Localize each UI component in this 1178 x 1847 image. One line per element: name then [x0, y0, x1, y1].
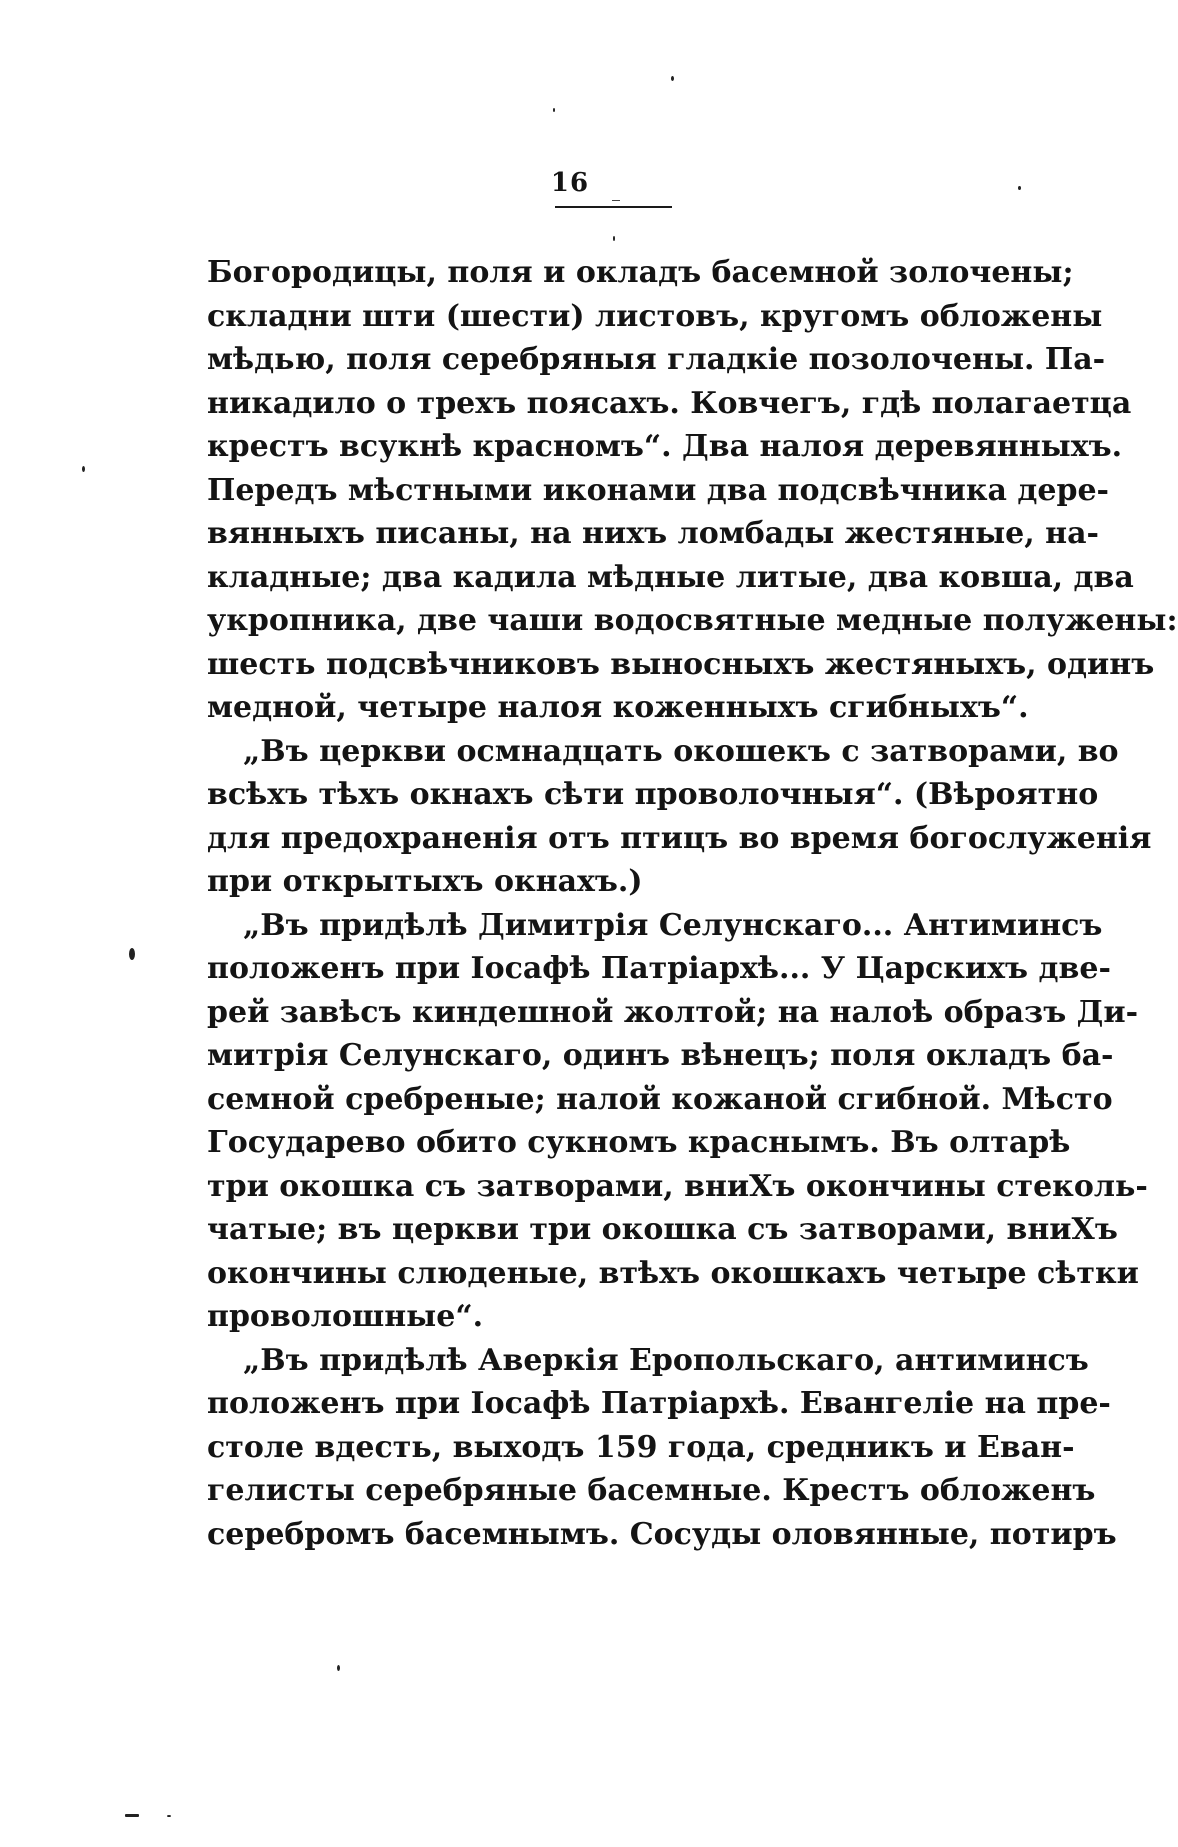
- text-line: кладные; два кадила мѣдные литые, два ковша, два: [207, 559, 1134, 595]
- text-line: чатые; въ церкви три окошка съ затворами, вниХъ: [207, 1212, 1118, 1247]
- text-line: крестъ всукнѣ красномъ“. Два налоя деревянныхъ.: [207, 429, 1123, 464]
- text-line: митрія Селунскаго, одинъ вѣнецъ; поля окладъ ба-: [207, 1038, 1114, 1073]
- text-line: вянныхъ писаны, на нихъ ломбады жестяные, на-: [207, 516, 1100, 551]
- text-line: положенъ при Іосафѣ Патріархѣ... У Царскихъ две-: [207, 951, 1111, 986]
- text-line: окончины слюденые, втѣхъ окошкахъ четыре сѣтки: [207, 1255, 1139, 1291]
- text-line: „Въ придѣлѣ Аверкія Еропольскаго, антиминсъ: [243, 1342, 1089, 1378]
- text-line: всѣхъ тѣхъ окнахъ сѣти проволочныя“. (Вѣроятно: [207, 777, 1099, 812]
- scan-speck: [125, 1814, 139, 1817]
- text-line: при открытыхъ окнахъ.): [207, 864, 643, 899]
- scan-speck: [82, 466, 85, 472]
- text-line: проволошные“.: [207, 1299, 484, 1334]
- scan-speck: [1018, 186, 1021, 190]
- text-line: шесть подсвѣчниковъ выносныхъ жестяныхъ, одинъ: [207, 646, 1155, 682]
- text-line: Государево обито сукномъ краснымъ. Въ олтарѣ: [207, 1125, 1071, 1160]
- scan-speck: [553, 108, 555, 112]
- text-line: серебромъ басемнымъ. Сосуды оловянные, потиръ: [207, 1516, 1117, 1552]
- text-line: для предохраненія отъ птицъ во время богослуженія: [207, 820, 1152, 856]
- text-line: Богородицы, поля и окладъ басемной золочены;: [207, 255, 1074, 290]
- text-line: укропника, две чаши водосвятные медные полужены:: [207, 603, 1178, 638]
- text-line: „Въ церкви осмнадцать окошекъ с затворами, во: [243, 733, 1119, 769]
- text-line: семной сребреные; налой кожаной сгибной. Мѣсто: [207, 1081, 1113, 1117]
- text-line: гелисты серебряные басемные. Крестъ обложенъ: [207, 1473, 1096, 1508]
- body-text: [207, 251, 1178, 1556]
- text-line: рей завѣсъ киндешной жолтой; на налоѣ образъ Ди-: [207, 994, 1139, 1030]
- scan-speck: [337, 1665, 340, 1671]
- scan-speck: [613, 236, 615, 241]
- text-line: медной, четыре налоя коженныхъ сгибныхъ“.: [207, 690, 1029, 725]
- text-line: „Въ придѣлѣ Димитрія Селунскаго... Антиминсъ: [243, 907, 1103, 943]
- text-line: никадило о трехъ поясахъ. Ковчегъ, гдѣ полагаетца: [207, 385, 1132, 421]
- text-line: положенъ при Іосафѣ Патріархѣ. Евангеліе на пре-: [207, 1386, 1111, 1421]
- text-line: столе вдесть, выходъ 159 года, средникъ и Еван-: [207, 1429, 1075, 1465]
- text-line: три окошка съ затворами, вниХъ окончины стеколь-: [207, 1168, 1148, 1204]
- header-rule-mark: [612, 200, 620, 201]
- scan-speck: [129, 948, 135, 960]
- scan-speck: [167, 1815, 171, 1817]
- text-line: складни шти (шести) листовъ, кругомъ обложены: [207, 298, 1103, 334]
- text-line: мѣдью, поля серебряныя гладкіе позолочены. Па-: [207, 342, 1106, 377]
- text-line: Передъ мѣстными иконами два подсвѣчника дере-: [207, 472, 1110, 508]
- header-rule: [555, 206, 672, 208]
- page-number: 16: [550, 168, 590, 198]
- scan-speck: [671, 76, 674, 81]
